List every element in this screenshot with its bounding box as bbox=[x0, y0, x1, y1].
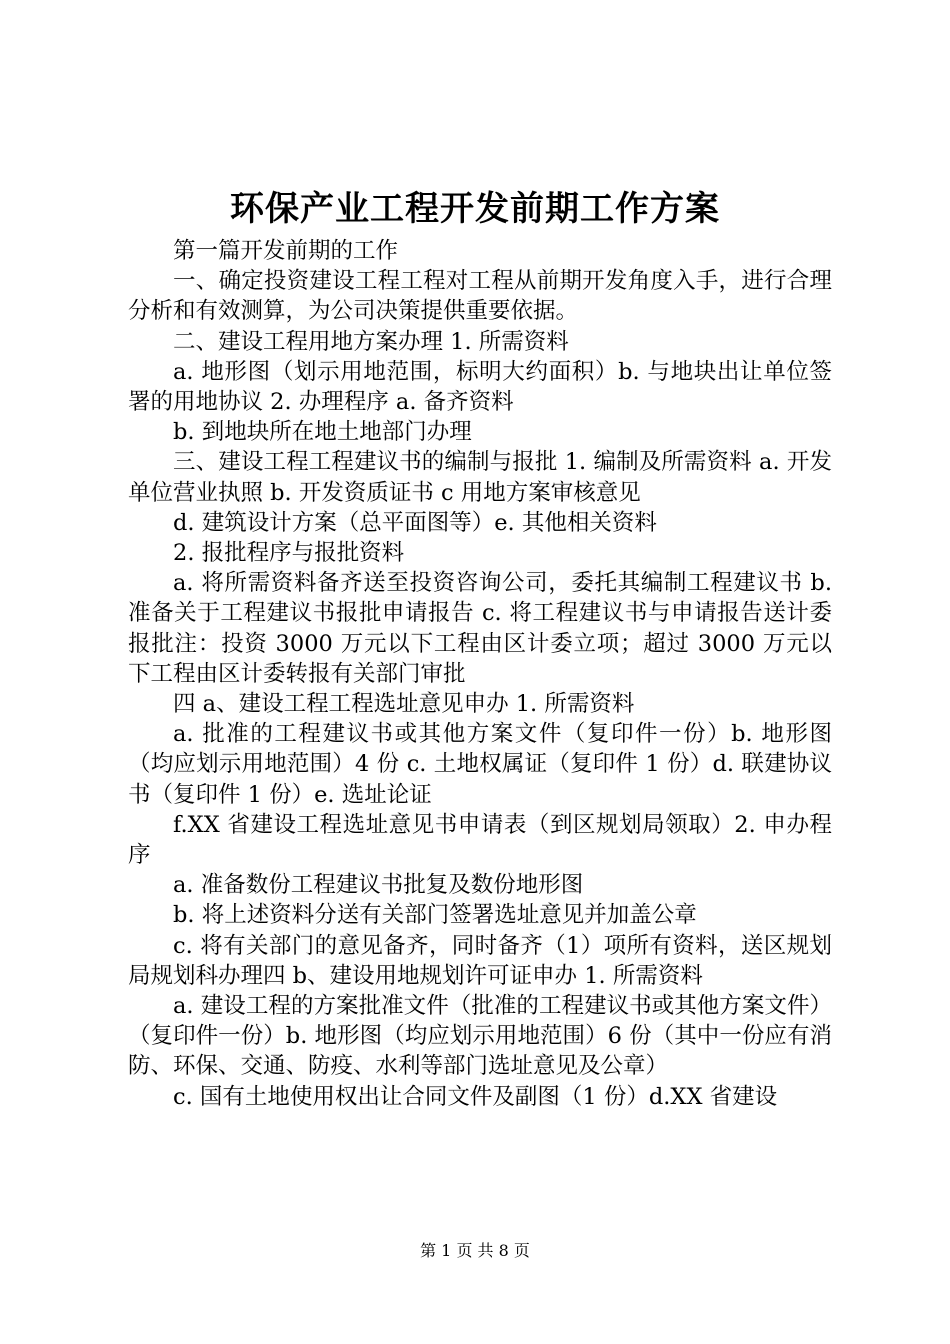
document-body bbox=[128, 236, 832, 1112]
paragraph: a. 地形图（划示用地范围，标明大约面积）b. 与地块出让单位签署的用地协议 2. 办理程序 a. 备齐资料 bbox=[128, 358, 832, 416]
document-title: 环保产业工程开发前期工作方案 bbox=[230, 189, 720, 229]
paragraph: 一、确定投资建设工程工程对工程从前期开发角度入手，进行合理分析和有效测算，为公司决策提供重要依据。 bbox=[128, 268, 832, 325]
paragraph: b. 到地块所在地土地部门办理 bbox=[173, 419, 472, 446]
paragraph: 四 a、建设工程工程选址意见申办 1. 所需资料 bbox=[173, 691, 635, 718]
paragraph: a. 建设工程的方案批准文件（批准的工程建议书或其他方案文件）（复印件一份）b. 地形图（均应划示用地范围）6 份（其中一份应有消防、环保、交通、防疫、水利等部门选址意见及公章） bbox=[128, 993, 832, 1080]
paragraph: c. 国有土地使用权出让合同文件及副图（1 份）d.XX 省建设 bbox=[173, 1083, 778, 1110]
paragraph: d. 建筑设计方案（总平面图等）e. 其他相关资料 bbox=[173, 509, 657, 536]
paragraph: a. 批准的工程建议书或其他方案文件（复印件一份）b. 地形图（均应划示用地范围）4 份 c. 土地权属证（复印件 1 份）d. 联建协议书（复印件 1 份）e. 选址论证 bbox=[128, 721, 832, 808]
paragraph: a. 将所需资料备齐送至投资咨询公司，委托其编制工程建议书 b. 准备关于工程建议书报批申请报告 c. 将工程建议书与申请报告送计委报批注：投资 3000 万元以下工程由区计委立项；超过 3000 万元以下工程由区计委转报有关部门审批 bbox=[128, 570, 832, 687]
paragraph: 二、建设工程用地方案办理 1. 所需资料 bbox=[173, 328, 569, 355]
page-number-footer: 第 1 页 共 8 页 bbox=[420, 1241, 530, 1260]
paragraph: c. 将有关部门的意见备齐，同时备齐（1）项所有资料，送区规划局规划科办理四 b、建设用地规划许可证申办 1. 所需资料 bbox=[128, 932, 832, 989]
paragraph: f.XX 省建设工程选址意见书申请表（到区规划局领取）2. 申办程序 bbox=[128, 811, 832, 869]
paragraph: 三、建设工程工程建议书的编制与报批 1. 编制及所需资料 a. 开发单位营业执照 b. 开发资质证书 c 用地方案审核意见 bbox=[128, 449, 832, 506]
paragraph-chapter-heading: 第一篇开发前期的工作 bbox=[173, 238, 399, 264]
paragraph: a. 准备数份工程建议书批复及数份地形图 bbox=[173, 872, 584, 899]
paragraph: b. 将上述资料分送有关部门签署选址意见并加盖公章 bbox=[173, 902, 697, 929]
paragraph: 2. 报批程序与报批资料 bbox=[173, 540, 405, 567]
